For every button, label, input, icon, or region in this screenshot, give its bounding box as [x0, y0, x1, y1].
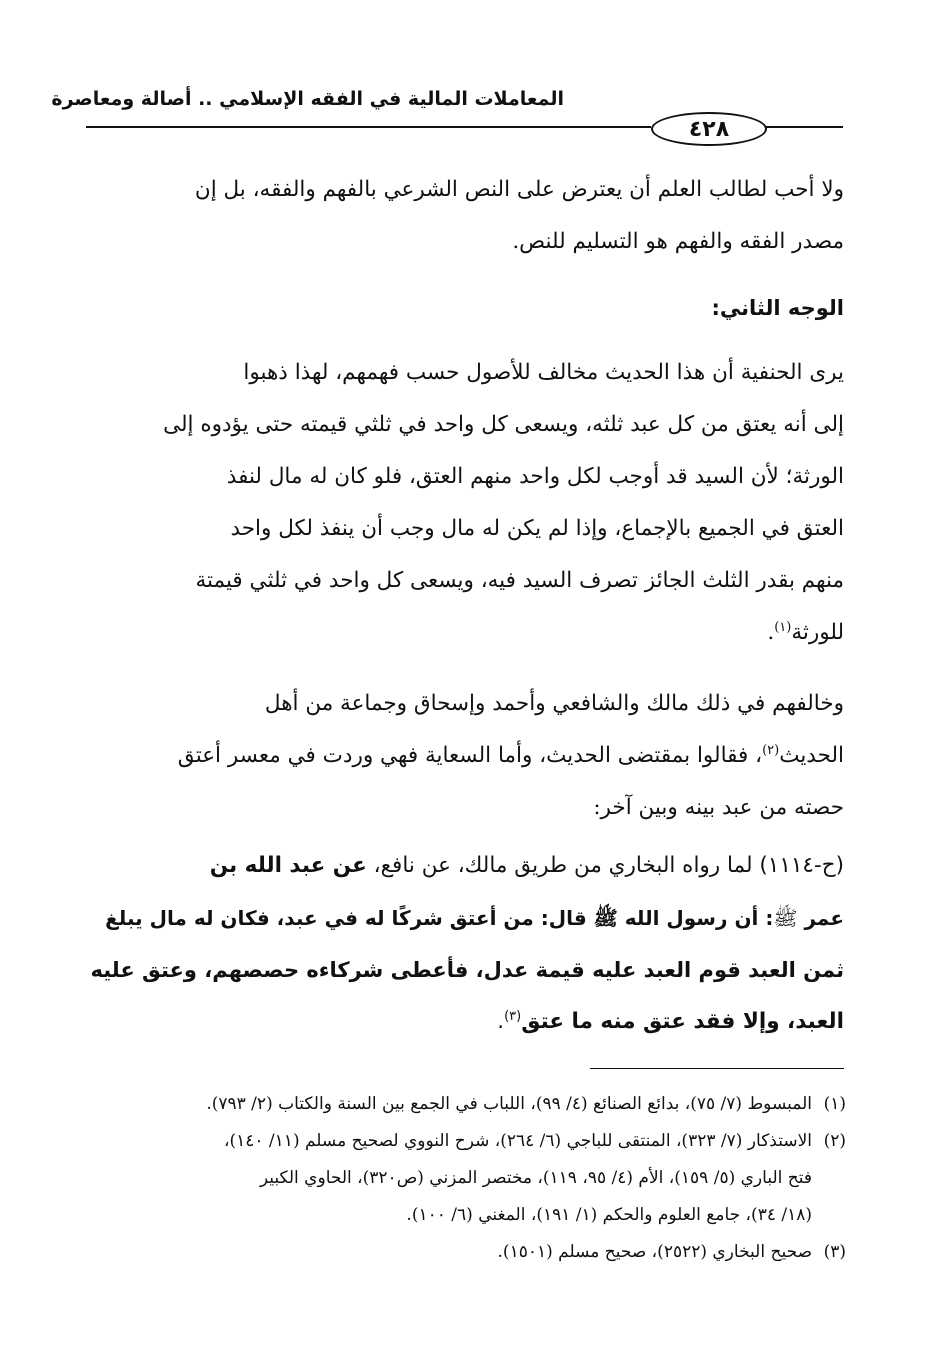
text-span: (ح-١١١٤) لما رواه البخاري من طريق مالك، عن نافع،	[366, 853, 844, 878]
footnote-2-cont: فتح الباري (٥/ ١٥٩)، الأم (٤/ ٩٥، ١١٩)، مختصر المزني (ص٣٢٠)، الحاوي الكبير	[259, 1168, 812, 1188]
footnote-3	[86, 1234, 846, 1271]
text-line: إلى أنه يعتق من كل عبد ثلثه، ويسعى كل واحد في ثلثي قيمته حتى يؤدوه إلى	[163, 412, 844, 437]
text-line	[88, 840, 844, 892]
footnotes	[86, 1086, 846, 1271]
footnote-number: (١)	[823, 1094, 846, 1114]
heading-text: الوجه الثاني:	[711, 296, 844, 320]
text-line	[88, 607, 844, 659]
footnote-ref-2: (٢)	[762, 742, 780, 758]
bold-span: : أن رسول الله ﷺ قال: من أعتق شركًا له في عبد، فكان له مال يبلغ	[105, 906, 774, 930]
footnote-number: (٣)	[823, 1242, 846, 1262]
footnote-text: صحيح البخاري (٢٥٢٢)، صحيح مسلم (١٥٠١).	[497, 1242, 812, 1262]
footnote-2	[86, 1123, 846, 1160]
text-line: حصته من عبد بينه وبين آخر:	[593, 795, 844, 820]
footnote-2-cont: (١٨/ ٣٤)، جامع العلوم والحكم (١/ ١٩١)، المغني (٦/ ١٠٠).	[406, 1205, 812, 1225]
text-span: .	[767, 620, 775, 645]
footnote-1	[86, 1086, 846, 1123]
text-line: العتق في الجميع بالإجماع، وإذا لم يكن له مال وجب أن ينفذ لكل واحد	[230, 516, 844, 541]
paragraph-majority-view	[88, 678, 844, 834]
paragraph-hanafi-view	[88, 347, 844, 659]
text-line: يرى الحنفية أن هذا الحديث مخالف للأصول حسب فهمهم، لهذا ذهبوا	[243, 360, 844, 385]
bold-span: العبد، وإلا فقد عتق منه ما عتق	[521, 1009, 844, 1034]
intro-paragraph	[88, 164, 844, 268]
text-span: .	[497, 1009, 505, 1034]
running-title: المعاملات المالية في الفقه الإسلامي .. أصالة ومعاصرة	[51, 88, 564, 110]
hadith-paragraph	[88, 840, 844, 1048]
section-heading	[88, 282, 844, 334]
header-rule-left	[86, 126, 651, 128]
honorific-glyph: ﷺ	[773, 906, 798, 930]
text-span: الحديث	[779, 743, 844, 768]
text-line	[88, 892, 844, 944]
text-line: منهم بقدر الثلث الجائز تصرف السيد فيه، ويسعى كل واحد في ثلثي قيمتة	[195, 568, 844, 593]
bold-span: عن عبد الله بن	[209, 853, 367, 878]
text-line: وخالفهم في ذلك مالك والشافعي وأحمد وإسحاق وجماعة من أهل	[264, 691, 844, 716]
footnote-number: (٢)	[823, 1131, 846, 1151]
page-number: ٤٢٨	[651, 112, 767, 146]
header-rule-right	[763, 126, 843, 128]
text-line: ولا أحب لطالب العلم أن يعترض على النص الشرعي بالفهم والفقه، بل إن	[194, 177, 844, 202]
footnote-separator	[590, 1068, 844, 1069]
text-line	[88, 996, 844, 1048]
text-span: للورثة	[791, 620, 844, 645]
text-line: ثمن العبد قوم العبد عليه قيمة عدل، فأعطى شركاءه حصصهم، وعتق عليه	[90, 958, 844, 982]
text-line: مصدر الفقه والفهم هو التسليم للنص.	[512, 229, 844, 254]
bold-span: عمر	[797, 906, 844, 930]
text-line: الورثة؛ لأن السيد قد أوجب لكل واحد منهم العتق، فلو كان له مال لنفذ	[226, 464, 844, 489]
text-span: ، فقالوا بمقتضى الحديث، وأما السعاية فهي وردت في معسر أعتق	[177, 743, 763, 768]
footnote-text: الاستذكار (٧/ ٣٢٣)، المنتقى للباجي (٦/ ٢٦٤)، شرح النووي لصحيح مسلم (١١/ ١٤٠)،	[224, 1131, 812, 1151]
footnote-ref-1: (١)	[774, 619, 792, 635]
footnote-ref-3: (٣)	[504, 1008, 522, 1024]
footnote-text: المبسوط (٧/ ٧٥)، بدائع الصنائع (٤/ ٩٩)، اللباب في الجمع بين السنة والكتاب (٢/ ٧٩٣).	[206, 1094, 812, 1114]
text-line	[88, 730, 844, 782]
